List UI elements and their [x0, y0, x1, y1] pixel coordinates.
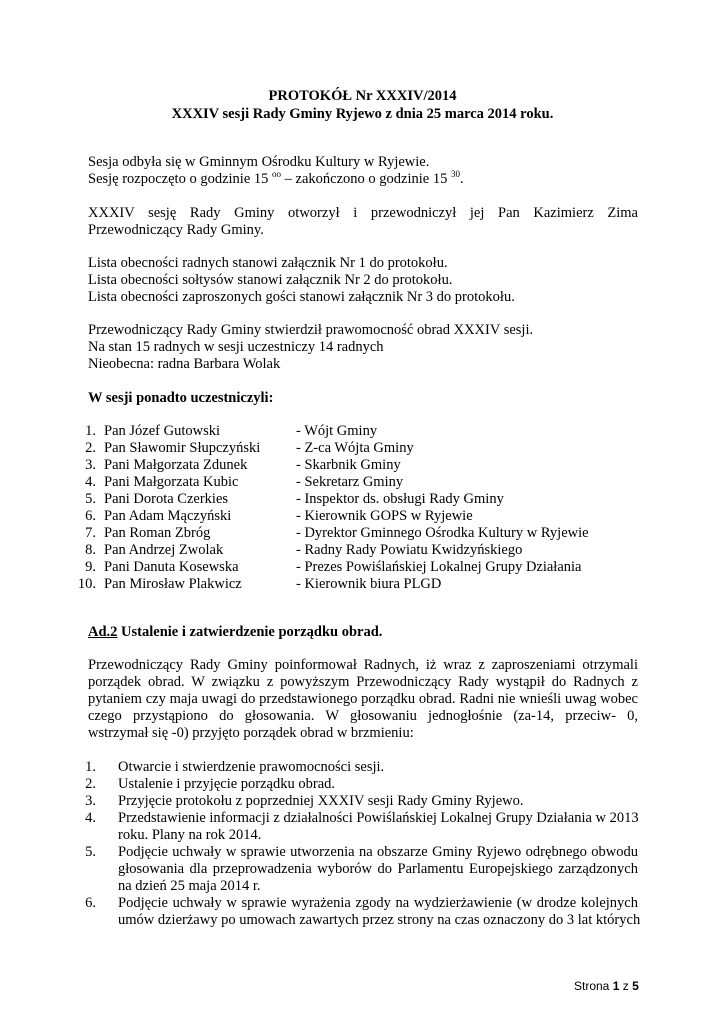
participant-name: Pani Danuta Kosewska — [104, 559, 239, 575]
participant-name: Pan Sławomir Słupczyński — [104, 440, 261, 456]
participant-name: Pan Adam Mączyński — [104, 508, 232, 524]
session-place: Sesja odbyła się w Gminnym Ośrodku Kultury w Ryjewie. — [88, 154, 430, 170]
participant-role: - Dyrektor Gminnego Ośrodka Kultury w Ryjewie — [296, 525, 589, 541]
participant-role: - Kierownik biura PLGD — [296, 576, 442, 592]
participants-heading: W sesji ponadto uczestniczyli: — [88, 390, 274, 406]
participant-role: - Radny Rady Powiatu Kwidzyńskiego — [296, 542, 523, 558]
participant-role: - Z-ca Wójta Gminy — [296, 440, 414, 456]
ad2-paragraph-line-2: porządek obrad. W związku z powyższym Przewodniczący Rady wystąpił do Radnych z — [88, 674, 638, 690]
section-heading-ad2: Ad.2 Ustalenie i zatwierdzenie porządku obrad. — [88, 624, 383, 640]
participant-role: - Skarbnik Gminy — [296, 457, 401, 473]
participant-role: - Inspektor ds. obsługi Rady Gminy — [296, 491, 504, 507]
participant-role: - Wójt Gminy — [296, 423, 378, 439]
participant-name: Pani Małgorzata Kubic — [104, 474, 239, 490]
participant-name: Pan Roman Zbróg — [104, 525, 211, 541]
participant-role: - Kierownik GOPS w Ryjewie — [296, 508, 473, 524]
participant-role: - Sekretarz Gminy — [296, 474, 404, 490]
document-page: PROTOKÓŁ Nr XXXIV/2014 XXXIV sesji Rady Gminy Ryjewo z dnia 25 marca 2014 roku. Sesja odbyła się w Gminnym Ośrodku Kultury w Ryjewie. Sesję rozpoczęto o godzinie 15 $^{oo}$ – zakończono o godzinie 15 $^{30}$. XXXIV sesję Rady Gminy otworzył i przewodniczył jej Pan Kazimierz Zima Przewodniczący Rady Gminy. Lista obecności radnych stanowi załącznik Nr 1 do protokołu. Lista obecności sołtysów stanowi załącznik Nr 2 do protokołu. Lista obecności zaproszonych gości stanowi załącznik Nr 3 do protokołu. Przewodniczący Rady Gminy stwierdził prawomocność obrad XXXIV sesji. Na stan 15 radnych w sesji uczestniczy 14 radnych Nieobecna: radna Barbara Wolak W sesji ponadto uczestniczyli: 1. Pan Józef Gutowski - Wójt Gminy 2. Pan Sławomir Słupczyński - Z-ca Wójta Gminy 3. Pani Małgorzata Zdunek - Skarbnik Gminy 4. Pani Małgorzata Kubic - Sekretarz Gminy 5. Pani Dorota Czerkies - Inspektor ds. obsługi Rady Gminy 6. Pan Adam Mączyński - Kierownik GOPS w Ryjewie 7. Pan Roman Zbróg - Dyrektor Gminnego Ośrodka Kultury w Ryjewie 8. Pan Andrzej Zwolak - Radny Rady Powiatu Kwidzyńskiego 9. Pani Danuta Kosewska - Prezes Powiślańskiej Lokalnej Grupy Działania 10. Pan Mirosław Plakwicz - Kierownik biura PLGD Ad.2 Ustalenie i zatwierdzenie porządku obrad. Przewodniczący Rady Gminy poinformował Radnych, iż wraz z zaproszeniami otrzymali porządek obrad. W związku z powyższym Przewodniczący Rady wystąpił do Radnych z pytaniem czy maja uwagi do przedstawionego porządku obrad. Radni nie wnieśli uwag wobec czego przystąpiono do głosowania. W głosowaniu jednogłośnie (za-14, przeciw- 0, wstrzymał się -0) przyjęto porządek obrad w brzmieniu: 1. Otwarcie i stwierdzenie prawomocności sesji. 2. Ustalenie i przyjęcie porządku obrad. 3. Przyjęcie protokołu z poprzedniej XXXIV sesji Rady Gminy Ryjewo. 4. Przedstawienie informacji z działalności Powiślańskiej Lokalnej Grupy Działania w 2013 roku. Plany na rok 2014. 5. Podjęcie uchwały w sprawie utworzenia na obszarze Gminy Ryjewo odrębnego obwodu głosowania dla przeprowadzenia wyborów do Parlamentu Europejskiego zarządzonych na dzień 25 maja 2014 r. 6. Podjęcie uchwały w sprawie wyrażenia zgody na wydzierżawienie (w drodze kolejnych umów dzierżawy po umowach zawartych przez strony na czas oznaczony do 3 lat których Strona 1 z 5 — [0, 0, 725, 1024]
attendance-line-1: Lista obecności radnych stanowi załącznik Nr 1 do protokołu. — [88, 255, 448, 271]
quorum-line-3: Nieobecna: radna Barbara Wolak — [88, 356, 281, 372]
quorum-line-1: Przewodniczący Rady Gminy stwierdził prawomocność obrad XXXIV sesji. — [88, 322, 534, 338]
session-time: Sesję rozpoczęto o godzinie 15 $^{oo}$ – zakończono o godzinie 15 $^{30}$. — [88, 169, 464, 187]
participant-name: Pan Mirosław Plakwicz — [104, 576, 242, 592]
participant-name: Pan Józef Gutowski — [104, 423, 220, 439]
participant-role: - Prezes Powiślańskiej Lokalnej Grupy Działania — [296, 559, 582, 575]
document-subtitle: XXXIV sesji Rady Gminy Ryjewo z dnia 25 marca 2014 roku. — [171, 106, 554, 122]
session-opened-line-1: XXXIV sesję Rady Gminy otworzył i przewodniczył jej Pan Kazimierz Zima — [88, 205, 638, 221]
document-title: PROTOKÓŁ Nr XXXIV/2014 — [268, 88, 457, 104]
attendance-line-3: Lista obecności zaproszonych gości stanowi załącznik Nr 3 do protokołu. — [88, 289, 515, 305]
participant-name: Pani Małgorzata Zdunek — [104, 457, 248, 473]
page-number: Strona 1 z 5 — [574, 979, 639, 993]
attendance-line-2: Lista obecności sołtysów stanowi załącznik Nr 2 do protokołu. — [88, 272, 453, 288]
quorum-line-2: Na stan 15 radnych w sesji uczestniczy 14 radnych — [88, 339, 384, 355]
ad2-paragraph-line-3: pytaniem czy maja uwagi do przedstawionego porządku obrad. Radni nie wnieśli uwag wobec — [88, 691, 638, 707]
participant-name: Pan Andrzej Zwolak — [104, 542, 224, 558]
participant-name: Pani Dorota Czerkies — [104, 491, 229, 507]
session-opened-line-2: Przewodniczący Rady Gminy. — [88, 222, 264, 238]
ad2-paragraph-line-5: wstrzymał się -0) przyjęto porządek obrad w brzmieniu: — [88, 725, 414, 741]
ad2-paragraph-line-4: czego przystąpiono do głosowania. W głosowaniu jednogłośnie (za-14, przeciw- 0, — [88, 708, 638, 724]
ad2-paragraph-line-1: Przewodniczący Rady Gminy poinformował Radnych, iż wraz z zaproszeniami otrzymali — [88, 657, 638, 673]
